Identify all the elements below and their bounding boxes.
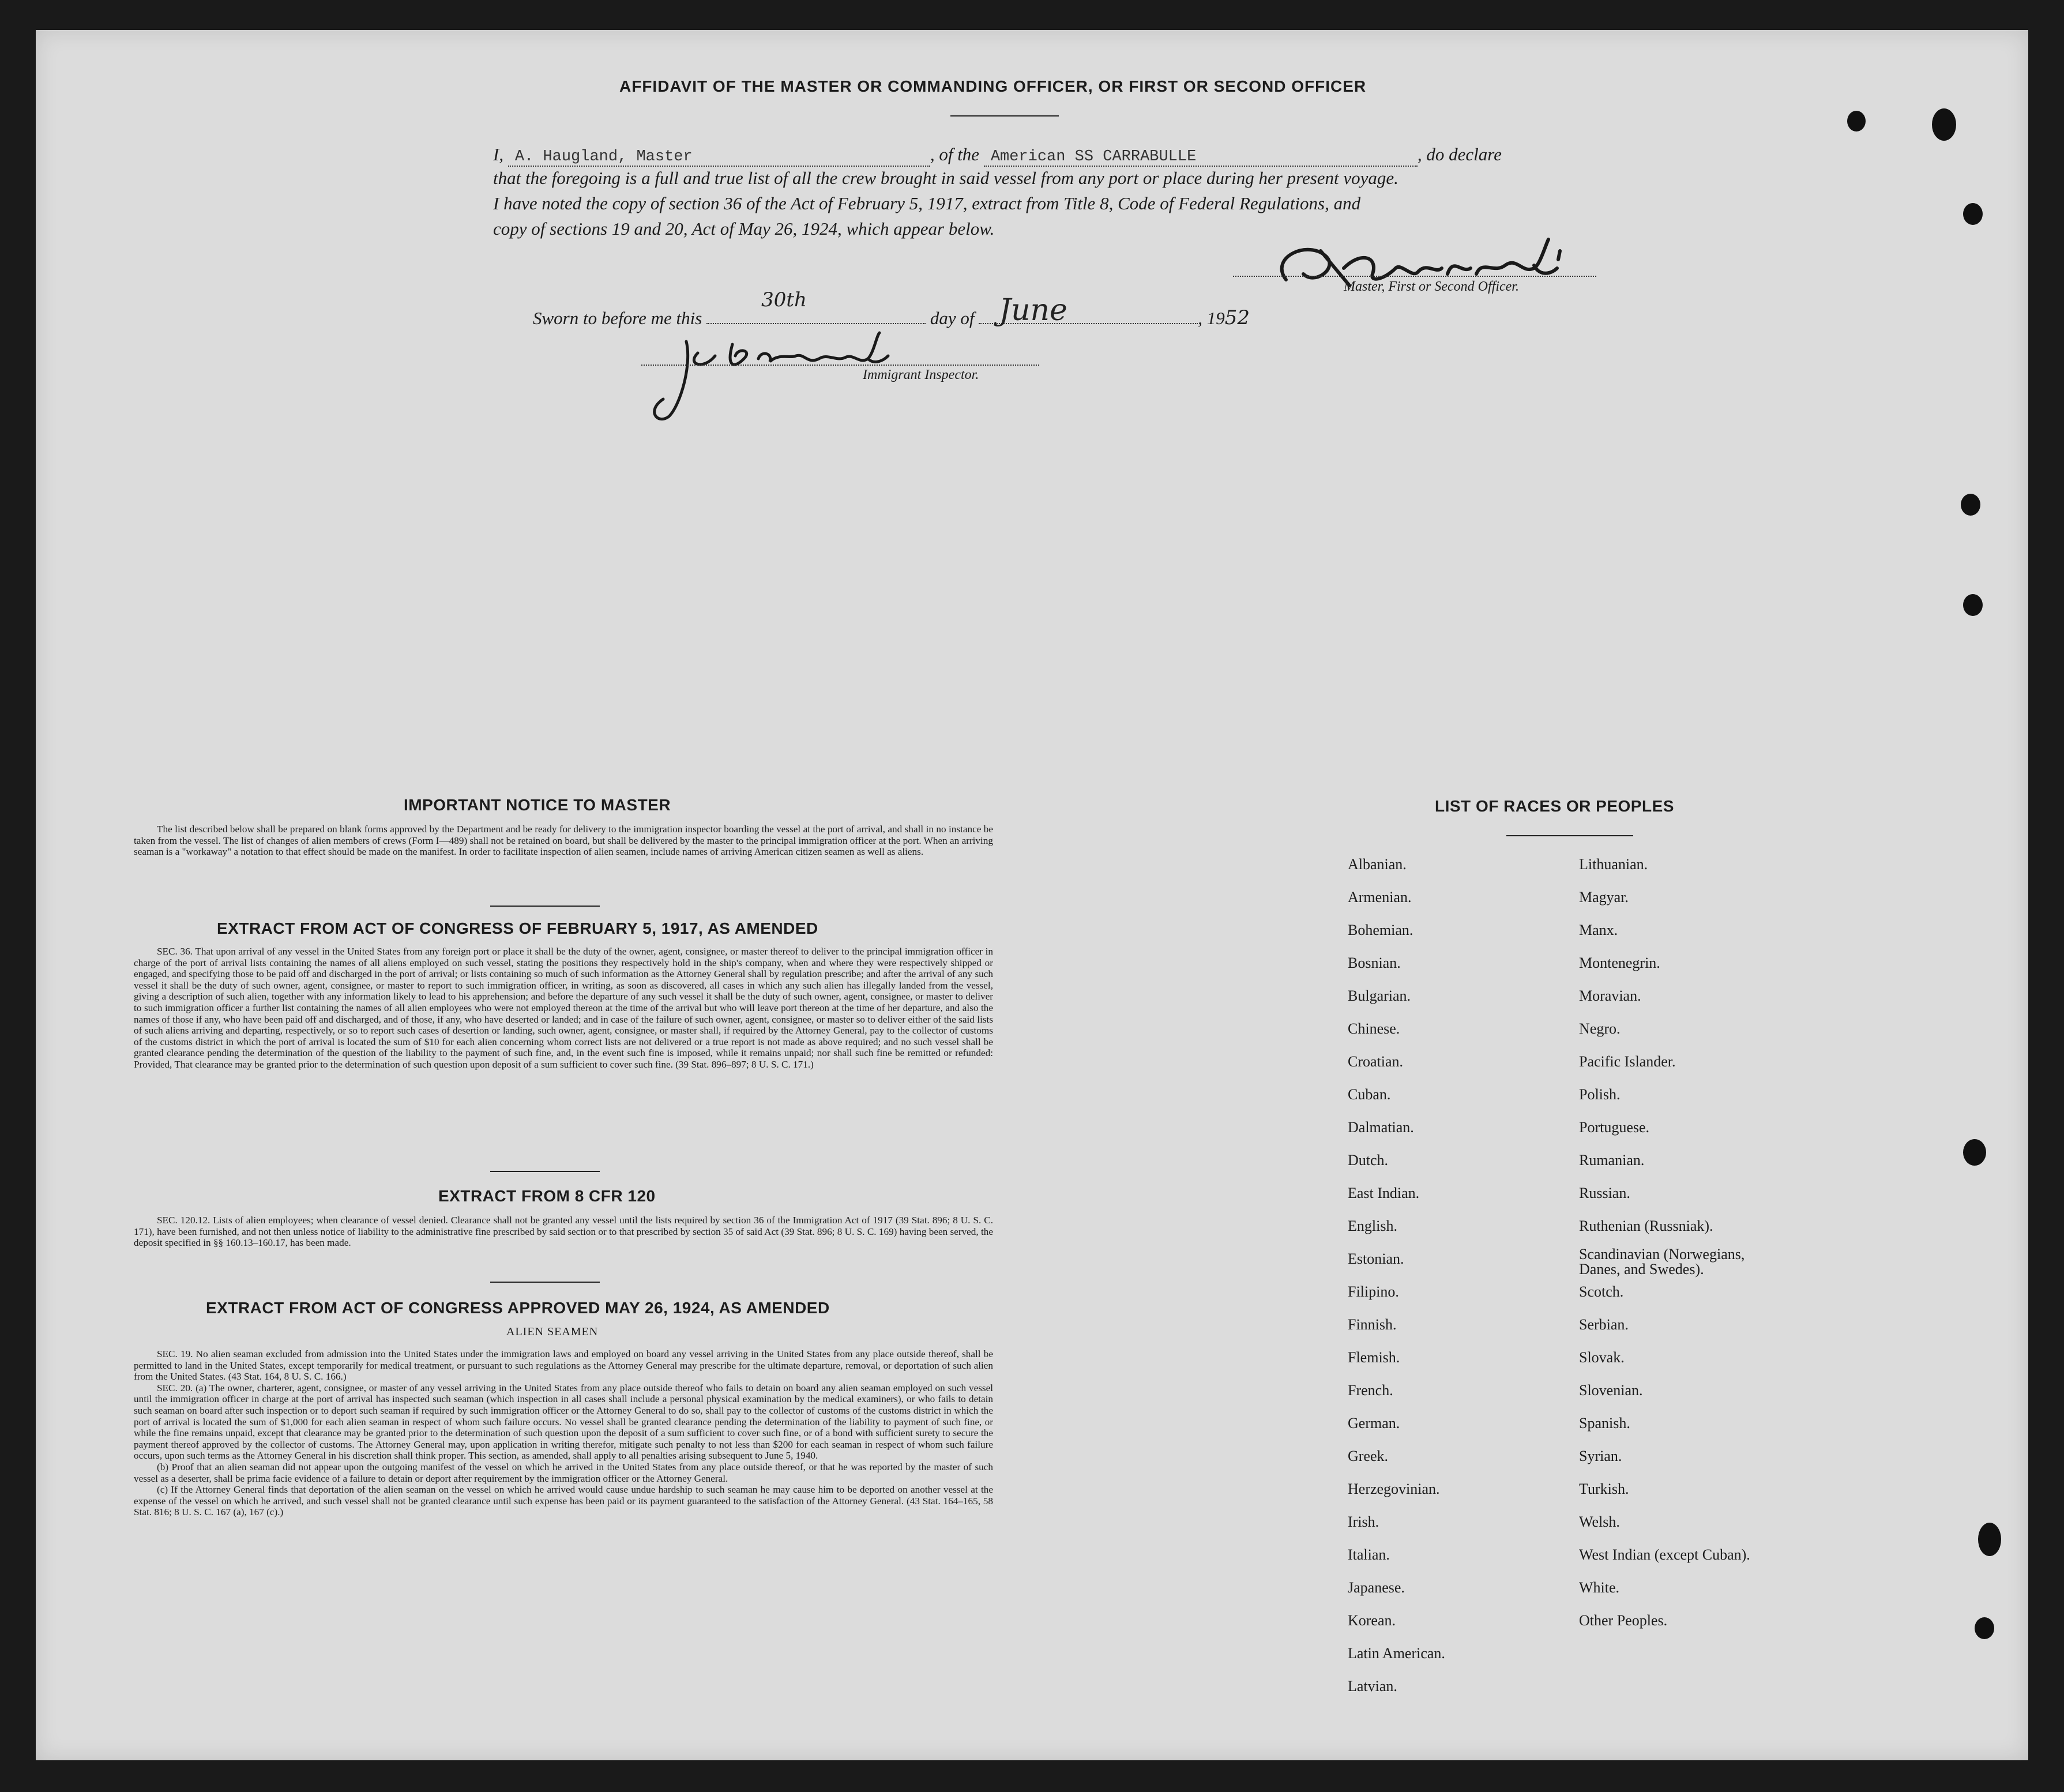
extract-8cfr-title: EXTRACT FROM 8 CFR 120: [438, 1187, 656, 1205]
divider-rule: [490, 906, 600, 907]
punch-hole: [1963, 1139, 1986, 1166]
sec-20b-paragraph: (b) Proof that an alien seaman did not appear upon the outgoing manifest of the vessel on which he arrived in the United States from any place outside thereof, or that he was reported by the master of such vessel as a deserter, shall be prima facie evidence of a failure to detain or deport after requirement by the immigration officer or the Attorney General.: [134, 1461, 993, 1484]
race-item: Estonian.: [1348, 1250, 1404, 1267]
race-item: Other Peoples.: [1579, 1612, 1668, 1629]
race-item: Turkish.: [1579, 1481, 1629, 1497]
race-item: Scandinavian (Norwegians, Danes, and Swedes).: [1579, 1246, 1745, 1278]
race-item: Armenian.: [1348, 889, 1412, 906]
race-item: Korean.: [1348, 1612, 1396, 1629]
extract-1924-body: [134, 1348, 993, 1518]
race-item: Bosnian.: [1348, 955, 1401, 971]
punch-hole: [1975, 1617, 1994, 1639]
sec-19-paragraph: SEC. 19. No alien seaman excluded from admission into the United States under the immigration laws and employed on board any vessel arriving in the United States from any place outside thereof, shall be permitted to land in the United States, except temporarily for medical treatment, or pursuant to such regulations as the Attorney General may prescribe for the ultimate departure, removal, or deportation of such alien from the United States. (43 Stat. 164, 8 U. S. C. 166.): [134, 1348, 993, 1382]
race-item: German.: [1348, 1415, 1400, 1432]
races-right-column: [1579, 848, 1775, 1637]
race-item: Welsh.: [1579, 1513, 1620, 1530]
line1-suffix: , do declare: [1417, 144, 1502, 164]
punch-hole: [1963, 594, 1983, 616]
master-signature-line: [1233, 276, 1596, 277]
sworn-day-field: [706, 288, 926, 324]
race-item: Moravian.: [1579, 987, 1641, 1004]
sworn-month-handwritten: June: [999, 293, 1067, 328]
race-item: Ruthenian (Russniak).: [1579, 1218, 1713, 1234]
race-item: Dalmatian.: [1348, 1119, 1414, 1136]
inspector-signature-line: [641, 365, 1039, 366]
affidavit-line-2: that the foregoing is a full and true list of all the crew brought in said vessel from any port or place during her present voyage.: [493, 168, 1398, 188]
race-item: White.: [1579, 1579, 1620, 1596]
race-item: Croatian.: [1348, 1053, 1404, 1070]
sec-20a-paragraph: SEC. 20. (a) The owner, charterer, agent, consignee, or master of any vessel arriving in the United States from any place outside thereof who fails to detain on board any alien seaman employed on such vessel until the immigration officer in charge at the port of arrival has inspected such seaman (which inspection in all cases shall include a personal physical examination by the medical examiners), or who fails to detain such seaman on board after such inspection or to deport such seaman if required by such immigration officer or the Attorney General to do so, shall pay to the collector of customs of the customs district in which the port of arrival is located the sum of $1,000 for each alien seaman in respect of whom such failure occurs. No vessel shall be granted clearance pending the determination of the liability to payment of such fine, or while the fine remains unpaid, except that clearance may be granted prior to the determination of such question upon the deposit of a sum sufficient to cover such fine, or of a bond with sufficient surety to secure the payment thereof approved by the collector of customs. The Attorney General may, upon application in writing therefor, mitigate such penalty to not less than $200 for each seaman in respect of whom such failure occurs, upon such terms as the Attorney General in his discretion shall think proper. This section, as amended, shall apply to all penalties arising subsequent to June 5, 1940.: [134, 1382, 993, 1462]
race-item: Albanian.: [1348, 856, 1407, 873]
extract-1924-title: EXTRACT FROM ACT OF CONGRESS APPROVED MAY 26, 1924, AS AMENDED: [206, 1299, 830, 1317]
title-rule: [950, 115, 1059, 117]
race-item: Manx.: [1579, 922, 1618, 938]
race-item: West Indian (except Cuban).: [1579, 1546, 1750, 1563]
punch-hole: [1963, 203, 1983, 225]
affidavit-line-1: [493, 144, 1502, 167]
notice-body: [134, 824, 993, 858]
line1-mid: , of the: [930, 144, 980, 164]
race-item: Spanish.: [1579, 1415, 1630, 1432]
race-item: Herzegovinian.: [1348, 1481, 1440, 1497]
master-name-field: A. Haugland, Master: [508, 148, 930, 167]
race-item: Finnish.: [1348, 1316, 1397, 1333]
extract-1924-subtitle: ALIEN SEAMEN: [506, 1325, 599, 1338]
extract-8cfr-body: [134, 1215, 993, 1249]
punch-hole: [1961, 494, 1980, 516]
race-item: Latvian.: [1348, 1678, 1397, 1695]
race-item: Irish.: [1348, 1513, 1379, 1530]
affidavit-title: AFFIDAVIT OF THE MASTER OR COMMANDING OFFICER, OR FIRST OR SECOND OFFICER: [619, 77, 1367, 95]
race-item: Syrian.: [1579, 1448, 1622, 1464]
sworn-prefix: Sworn to before me this: [533, 308, 702, 328]
race-item: Latin American.: [1348, 1645, 1445, 1662]
race-item: Rumanian.: [1579, 1152, 1645, 1169]
races-title: LIST OF RACES OR PEOPLES: [1435, 797, 1674, 815]
race-item: Serbian.: [1579, 1316, 1629, 1333]
sworn-day-label: day of: [930, 308, 975, 328]
divider-rule: [490, 1282, 600, 1283]
sworn-year-prefix: , 19: [1198, 308, 1225, 328]
race-item: Cuban.: [1348, 1086, 1391, 1103]
race-item: Bohemian.: [1348, 922, 1413, 938]
race-item: Greek.: [1348, 1448, 1389, 1464]
vessel-name-field: American SS CARRABULLE: [984, 148, 1418, 167]
races-title-rule: [1506, 835, 1633, 836]
race-item: Magyar.: [1579, 889, 1629, 906]
race-item: Dutch.: [1348, 1152, 1389, 1169]
race-item: Negro.: [1579, 1020, 1621, 1037]
race-item: English.: [1348, 1218, 1397, 1234]
affidavit-line-4: copy of sections 19 and 20, Act of May 26, 1924, which appear below.: [493, 219, 995, 239]
race-item: Pacific Islander.: [1579, 1053, 1676, 1070]
race-item: Slovenian.: [1579, 1382, 1643, 1399]
master-signature-caption: Master, First or Second Officer.: [1344, 279, 1519, 294]
divider-rule: [490, 1171, 600, 1172]
race-item: Montenegrin.: [1579, 955, 1660, 971]
race-item: Portuguese.: [1579, 1119, 1650, 1136]
sworn-day-handwritten: 30th: [761, 288, 807, 311]
extract-8cfr-paragraph: SEC. 120.12. Lists of alien employees; when clearance of vessel denied. Clearance shall not be granted any vessel until the lists required by section 36 of the Immigration Act of 1917 (39 Stat. 896; 8 U. S. C. 171), have been furnished, and not then unless notice of liability to the administrative fine prescribed by said section or to that prescribed by section 35 of said Act (39 Stat. 896; 8 U. S. C. 169) having been served, the deposit specified in §§ 160.13–160.17, has been made.: [134, 1215, 993, 1249]
extract-1917-paragraph: SEC. 36. That upon arrival of any vessel in the United States from any foreign port or place it shall be the duty of the owner, agent, consignee, or master thereof to deliver to the principal immigration officer in charge of the port of arrival lists containing the names of all aliens employed on such vessel, stating the positions they respectively hold in the ship's company, when and where they were respectively shipped or engaged, and specifying those to be paid off and discharged in the port of arrival; or lists containing so much of such information as the Attorney General shall by regulation prescribe; and after the arrival of any such vessel it shall be the duty of such owner, agent, consignee, or master to report to such immigration officer, in writing, as soon as discovered, all cases in which any such alien has illegally landed from the vessel, giving a description of such alien, together with any information likely to lead to his apprehension; and before the departure of any such vessel it shall be the duty of such owner, agent, consignee, or master to deliver to such immigration officer a further list containing the names of all alien employees who were not employed thereon at the time of the arrival but who will leave port thereon at the time of her departure, and also the names of those if any, who have been paid off and discharged, and of those, if any, who have deserted or landed; and in case of the failure of such owner, agent, consignee, or master so to deliver either of the said lists of such aliens arriving and departing, respectively, or so to report such cases of desertion or landing, such owner, agent, consignee, or master shall, if required by the Attorney General, pay to the collector of customs of the customs district in which the port of arrival is located the sum of $10 for each alien concerning whom correct lists are not delivered or a true report is not made as above required; and no such vessel shall be granted clearance pending the determination of the question of the liability to the payment of such fine, and, in the event such fine is imposed, while it remains unpaid; nor shall such fine be remitted or refunded: Provided, That clearance may be granted prior to the determination of such question upon deposit of a sum sufficient to cover such fine. (39 Stat. 896–897; 8 U. S. C. 171.): [134, 946, 993, 1070]
race-item: Polish.: [1579, 1086, 1621, 1103]
races-left-column: [1348, 848, 1445, 1703]
sworn-month-field: [979, 293, 1198, 328]
punch-hole: [1847, 111, 1866, 132]
race-item: Filipino.: [1348, 1283, 1399, 1300]
sworn-line: [533, 288, 1250, 329]
race-item: Chinese.: [1348, 1020, 1400, 1037]
notice-paragraph: The list described below shall be prepared on blank forms approved by the Department and be ready for delivery to the immigration inspector boarding the vessel at the port of arrival, and shall in no instance be taken from the vessel. The list of changes of alien members of crews (Form I—489) shall not be retained on board, but shall be delivered by the master to the principal immigration officer at the port. When an arriving seaman is a "workaway" a notation to that effect should be made on the manifest. In order to facilitate inspection of alien seamen, include names of arriving American citizen seamen as well as aliens.: [134, 824, 993, 858]
extract-1917-body: [134, 946, 993, 1070]
race-item: Japanese.: [1348, 1579, 1405, 1596]
race-item: Russian.: [1579, 1185, 1630, 1201]
punch-hole: [1978, 1523, 2001, 1556]
sec-20c-paragraph: (c) If the Attorney General finds that deportation of the alien seaman on the vessel on which he arrived would cause undue hardship to such seaman he may cause him to be deported on another vessel at the expense of the vessel on which he arrived, and such vessel shall not be granted clearance until such expense has been paid or its payment guaranteed to the satisfaction of the Attorney General. (43 Stat. 164–165, 58 Stat. 816; 8 U. S. C. 167 (a), 167 (c).): [134, 1484, 993, 1518]
master-signature: [1263, 234, 1586, 309]
race-item: Flemish.: [1348, 1349, 1400, 1366]
punch-hole: [1932, 108, 1956, 141]
inspector-caption: Immigrant Inspector.: [863, 367, 979, 382]
race-item: Slovak.: [1579, 1349, 1625, 1366]
notice-title: IMPORTANT NOTICE TO MASTER: [404, 796, 671, 814]
sworn-year-handwritten: 52: [1224, 306, 1250, 329]
affidavit-line-3: I have noted the copy of section 36 of the Act of February 5, 1917, extract from Title 8, Code of Federal Regulations, and: [493, 193, 1361, 213]
line1-prefix: I,: [493, 144, 504, 164]
race-item: Bulgarian.: [1348, 987, 1411, 1004]
race-item: French.: [1348, 1382, 1393, 1399]
race-item: Lithuanian.: [1579, 856, 1648, 873]
race-item: Italian.: [1348, 1546, 1390, 1563]
extract-1917-title: EXTRACT FROM ACT OF CONGRESS OF FEBRUARY 5, 1917, AS AMENDED: [217, 919, 818, 937]
race-item: East Indian.: [1348, 1185, 1420, 1201]
race-item: Scotch.: [1579, 1283, 1624, 1300]
